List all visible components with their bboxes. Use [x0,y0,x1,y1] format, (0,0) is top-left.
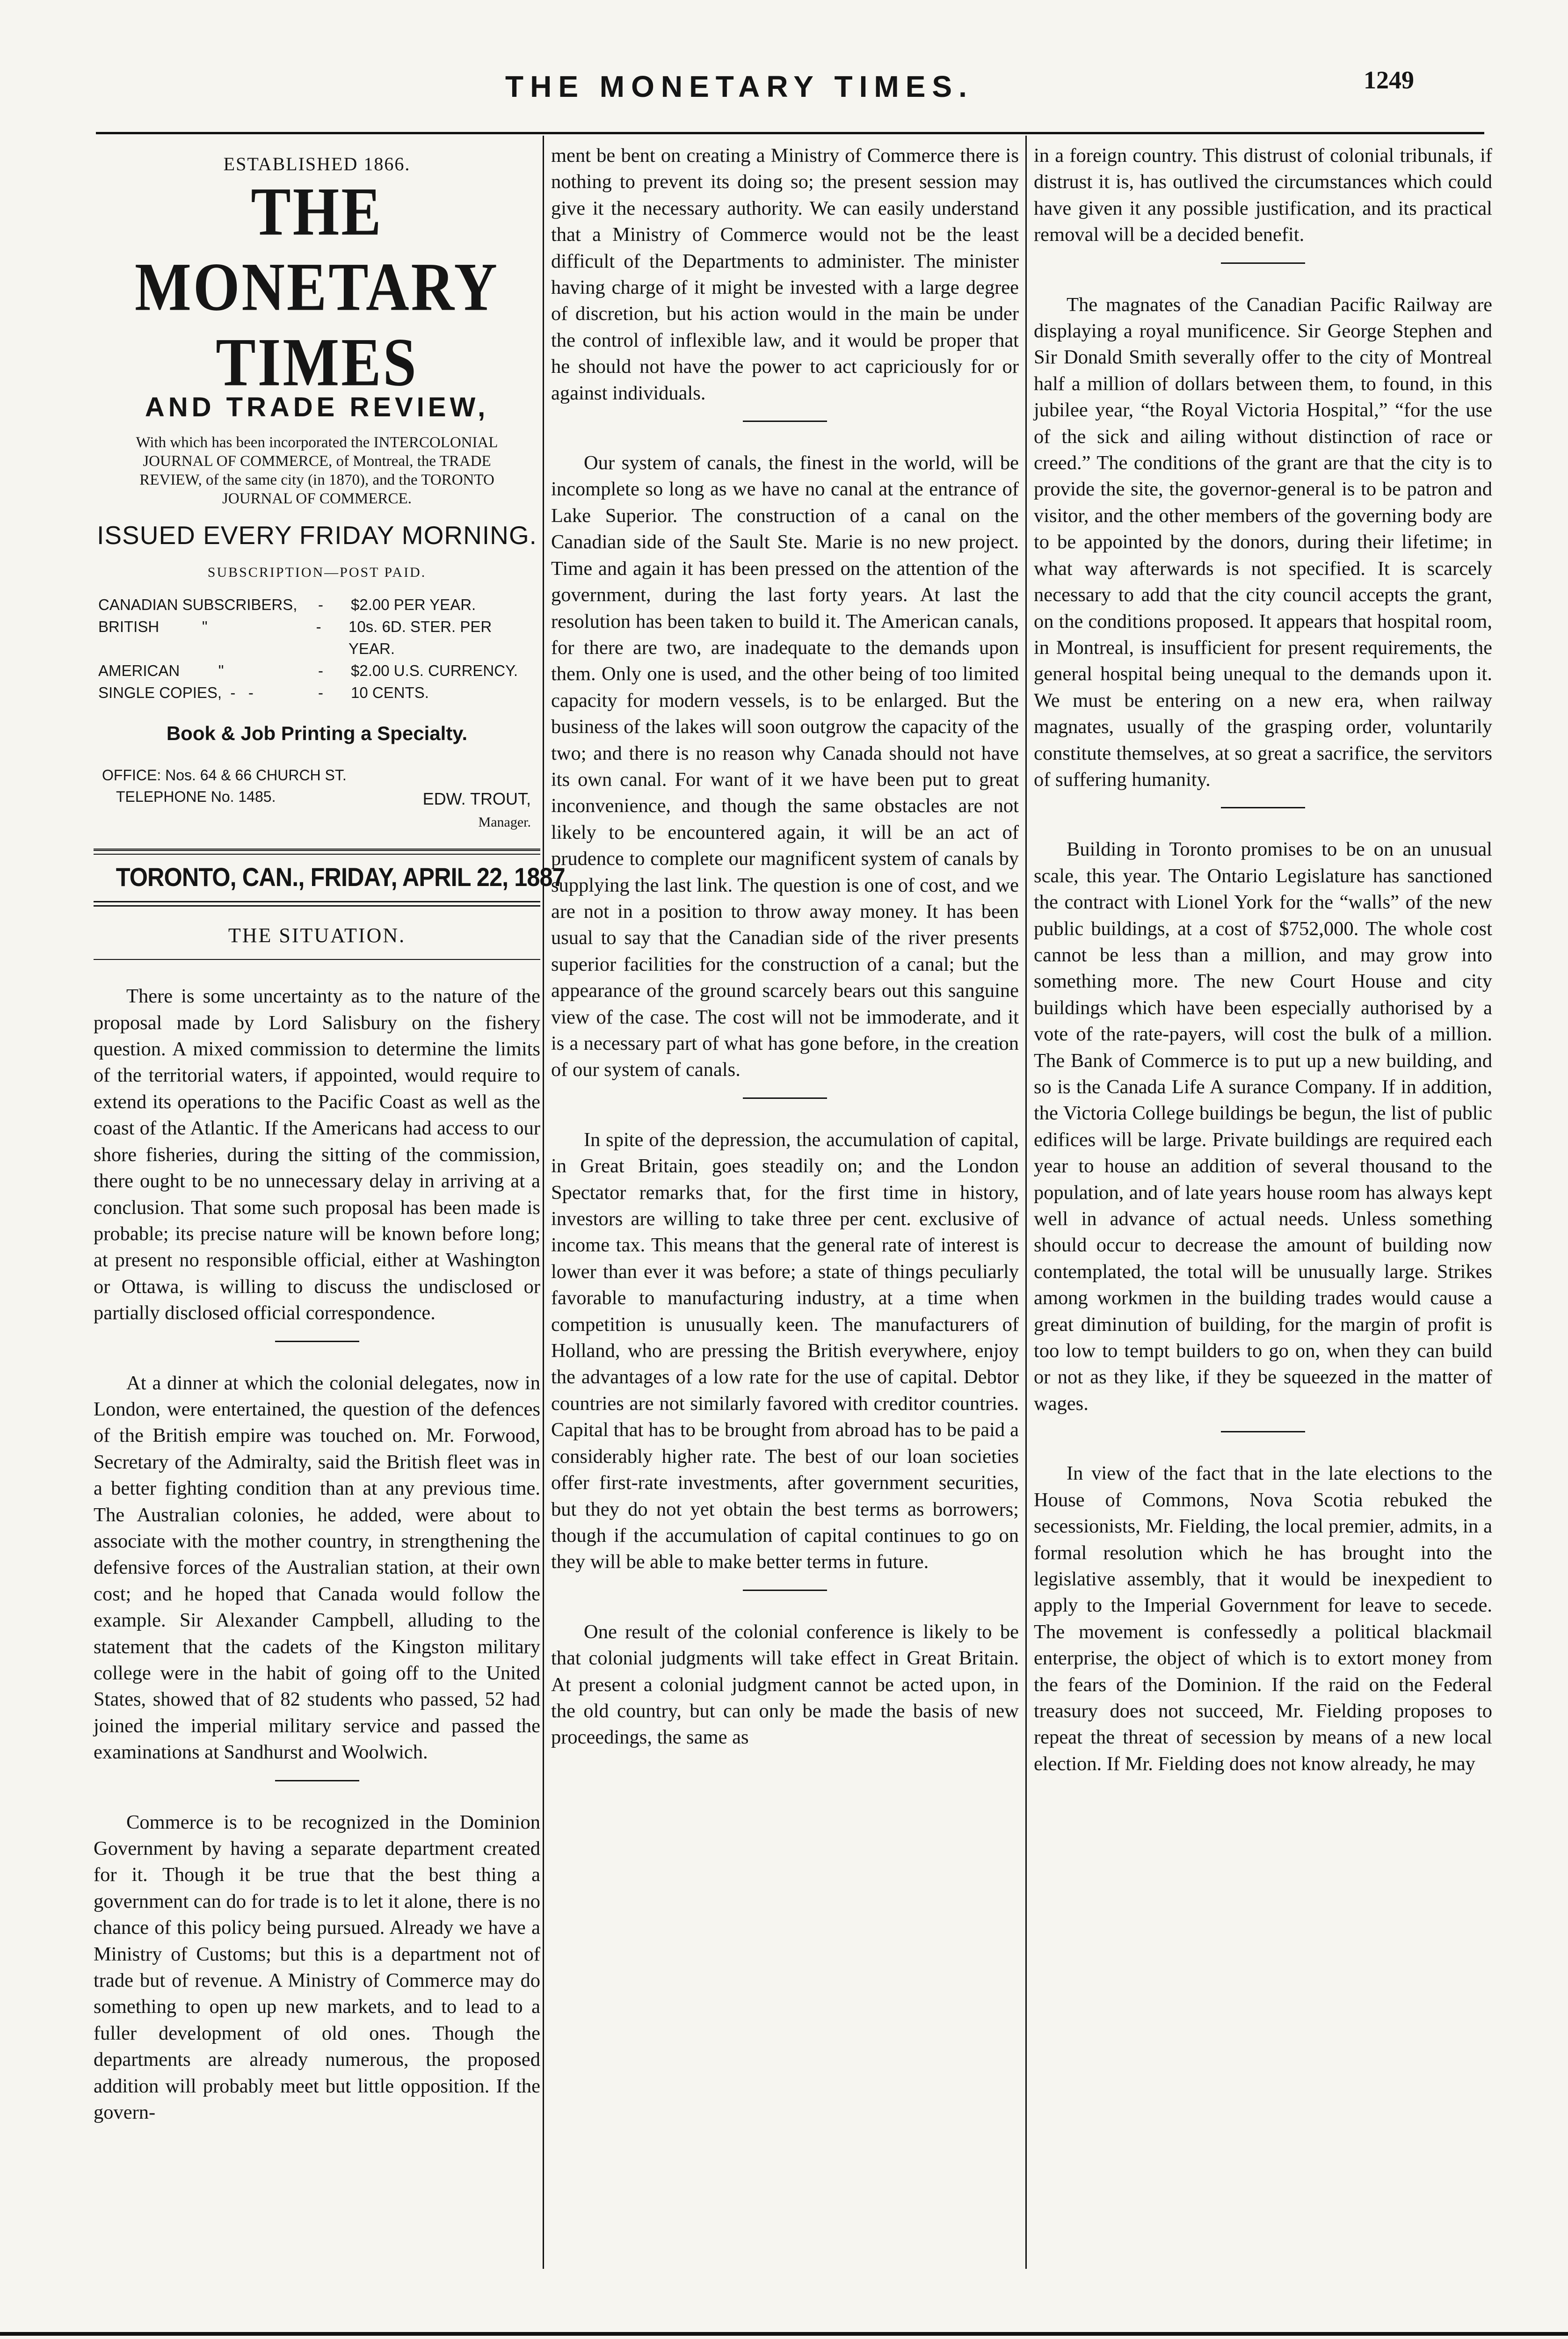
article-separator [743,1590,827,1591]
manager-role: Manager. [478,814,531,830]
section-title: THE SITUATION. [228,923,406,947]
article-separator [1221,1431,1305,1432]
article-separator [275,1780,359,1781]
section-rule [94,959,540,960]
article-paragraph: There is some uncertainty as to the nature of the proposal made by Lord Salisbury on the fishery question. A mixed commission to determine the limits of the territorial waters, if appointed, would require to extend its operations to the Pacific Coast as well as the coast of the Atlantic. If the Americans had access to our shore fisheries, during the sitting of the commission, there ought to be no unnecessary delay in arriving at a conclusion. That some such proposal has been made is probable; its precise nature will be known before long; at present no responsible official, either at Washington or Ottawa, is willing to discuss the undisclosed or partially disclosed official correspondence. [94,985,540,1324]
column-rule [543,136,544,2269]
article-paragraph: in a foreign country. This distrust of colonial tribunals, if distrust it is, has outlived the circumstances which could have given it any possible justification, and its practical removal will be a decided benefit. [1034,145,1492,246]
issued-line: ISSUED EVERY FRIDAY MORNING. [97,520,537,550]
rate-row: AMERICAN " - $2.00 U.S. CURRENCY. [98,661,518,679]
column-2 [551,143,1019,1751]
article-separator [743,1097,827,1099]
header-rule [96,132,1484,134]
newspaper-subtitle: AND TRADE REVIEW, [145,392,489,423]
article-paragraph: In view of the fact that in the late elections to the House of Commons, Nova Scotia rebuked the secessionists, Mr. Fielding, the local premier, admits, in a formal resolution which he has brought into the legislative assembly, that it would be inexpedient to apply to the Imperial Government for leave to secede. The movement is confessedly a political blackmail enterprise, the object of which is to extort money from the fears of the Dominion. If the raid on the Federal treasury does not succeed, Mr. Fielding proposes to repeat the threat of secession by means of a new local election. If Mr. Fielding does not know already, he may [1034,1462,1492,1775]
subscription-rates [98,594,540,704]
article-paragraph: At a dinner at which the colonial delegates, now in London, were entertained, the question of the defences of the British empire was touched on. Mr. Forwood, Secretary of the Admiralty, said the British fleet was in a better fighting condition than at any previous time. The Australian colonies, he added, were about to associate with the mother country, in strengthening the defensive forces of the Australian station, at their own cost; and he hoped that Canada would follow the example. Sir Alexander Campbell, alluding to the statement that the cadets of the Kingston military college were in the habit of going off to the United States, showed that of 82 students who passed, 52 had joined the imperial military service and passed the examinations at Sandhurst and Woolwich. [94,1372,540,1764]
article-paragraph: Our system of canals, the finest in the world, will be incomplete so long as we have no canal at the entrance of Lake Superior. The construction of a canal on the Canadian side of the Sault Ste. Marie is no new project. Time and again it has been pressed on the attention of the government, during the last forty years. At last the resolution has been taken to build it. The American canals, for there are two, are inadequate to the demands upon them. Only one is used, and the other being of too limited capacity for modern vessels, is to be enlarged. But the business of the lakes will soon outgrow the capacity of the two; and there is no reason why Canada should not have its own canal. For want of it we have been put to great inconvenience, and though the same obstacles are not likely to be encountered again, it will be an act of prudence to complete our magnificent system of canals by supplying the last link. The question is one of cost, and we are not in a position to throw away money. It has been usual to say that the Canadian side of the river presents superior facilities for the construction of a canal; but the appearance of the ground scarcely bears out this sanguine view of the case. The cost will not be immoderate, and it is a necessary part of what has gone before, in the creation of our system of canals. [551,452,1019,1081]
established-line: ESTABLISHED 1866. [223,153,411,174]
page-number: 1249 [1364,66,1414,94]
rate-row: BRITISH " - 10s. 6D. STER. PER YEAR. [98,617,492,657]
running-title: THE MONETARY TIMES. [505,70,973,103]
article-separator [275,1341,359,1342]
newspaper-logo: THE MONETARY TIMES [135,173,499,401]
dateline: TORONTO, CAN., FRIDAY, APRIL 22, 1887 [116,862,565,892]
article-paragraph: The magnates of the Canadian Pacific Railway are displaying a royal munificence. Sir George Stephen and Sir Donald Smith severally offer to the city of Montreal half a million of dollars between them, to found, in this jubilee year, “the Royal Victoria Hospital,” “for the use of the sick and ailing without distinction of race or creed.” The conditions of the grant are that the city is to provide the site, the governor-general is to be patron and visitor, and the other members of the governing body are to be appointed by the donors, during their lifetime; in what way afterwards is not specified. It is scarcely necessary to add that the city council accepts the grant, on the conditions proposed. It appears that hospital room, in Montreal, is insufficient for present requirements, the general hospital being unequal to the demands upon it. We must be entering on a new era, when railway magnates, usually of the grasping order, voluntarily constitute themselves, at so great a sacrifice, the servitors of suffering humanity. [1034,293,1492,791]
office-address: OFFICE: Nos. 64 & 66 CHURCH ST. TELEPHONE No. 1485. [102,767,347,806]
article-paragraph: In spite of the depression, the accumulation of capital, in Great Britain, goes steadily on; and the London Spectator remarks that, for the first time in history, investors are willing to take three per cent. exclusive of income tax. This means that the general rate of interest is lower than ever it was before; a state of things peculiarly favorable to manufacturing industry, at a time when competition is unusually keen. The manufacturers of Holland, who are pressing the British everywhere, enjoy the advantages of a low rate for the use of capital. Debtor countries are not similarly favored with creditor countries. Capital that has to be brought from abroad has to be paid a considerably higher rate. The best of our loan societies offer first-rate investments, after government securities, but they do not yet obtain the best terms as borrowers; though if the accumulation of capital continues to go on they will be able to make better terms in future. [551,1128,1019,1573]
article-separator [743,421,827,422]
incorporation-note: With which has been incorporated the INTERCOLONIAL JOURNAL OF COMMERCE, of Montreal, the TRADE REVIEW, of the same city (in 1870), and the TORONTO JOURNAL OF COMMERCE. [136,434,498,507]
article-separator [1221,807,1305,808]
rate-row: CANADIAN SUBSCRIBERS, - $2.00 PER YEAR. [98,596,476,613]
printing-notice: Book & Job Printing a Specialty. [166,722,468,744]
dateline-rule [94,901,540,907]
article-paragraph: Building in Toronto promises to be on an unusual scale, this year. The Ontario Legislature has sanctioned the contract with Lionel York for the “walls” of the new public buildings, at a cost of $752,000. The whole cost cannot be less than a million, and may grow into something more. The new Court House and city buildings which have been especially authorised by a vote of the rate-payers, will cost the bulk of a million. The Bank of Commerce is to put up a new building, and so is the Canada Life A surance Company. If in addition, the Victoria College buildings be begun, the list of public edifices will be large. Private buildings are required each year to house an addition of several thousand to the population, and of late years house room has always kept well in advance of actual needs. Unless something should occur to decrease the amount of building now contemplated, the total will be unusually large. Strikes among workmen in the building trades would cause a great diminution of building, for the margin of profit is too low to tempt builders to go on, when they can build or not as they like, if they be squeezed in the matter of wages. [1034,838,1492,1415]
article-paragraph: One result of the colonial conference is likely to be that colonial judgments will take effect in Great Britain. At present a colonial judgment cannot be acted upon, in the old country, but can only be made the basis of new proceedings, the same as [551,1620,1019,1749]
page-bottom-rule [0,2332,1568,2336]
article-separator [1221,262,1305,264]
column-1 [94,143,565,2126]
masthead [94,151,565,960]
masthead-rule [94,849,540,855]
manager-name: EDW. TROUT, [422,789,531,809]
column-rule [1025,136,1027,2269]
article-paragraph: ment be bent on creating a Ministry of Commerce there is nothing to prevent its doing so; the present session may give it the necessary authority. We can easily understand that a Ministry of Commerce would not be the least difficult of the Departments to administer. The minister having charge of it might be invested with a large degree of discretion, but his action would in the main be under the control of inflexible law, and it would be proper that he should not have the power to act capriciously for or against individuals. [551,145,1019,404]
column-3 [1034,143,1492,1777]
subscription-heading: SUBSCRIPTION—POST PAID. [207,565,427,581]
rate-row: SINGLE COPIES, - - - 10 CENTS. [98,683,429,701]
article-paragraph: Commerce is to be recognized in the Dominion Government by having a separate department created for it. Though it be true that the best thing a government can do for trade is to let it alone, there is no chance of this policy being pursued. Already we have a Ministry of Customs; but this is a department not of trade but of revenue. A Ministry of Commerce may do something to open up new markets, and to lead to a fuller development of old ones. Though the departments are already numerous, the proposed addition will probably meet but little opposition. If the govern- [94,1811,540,2124]
